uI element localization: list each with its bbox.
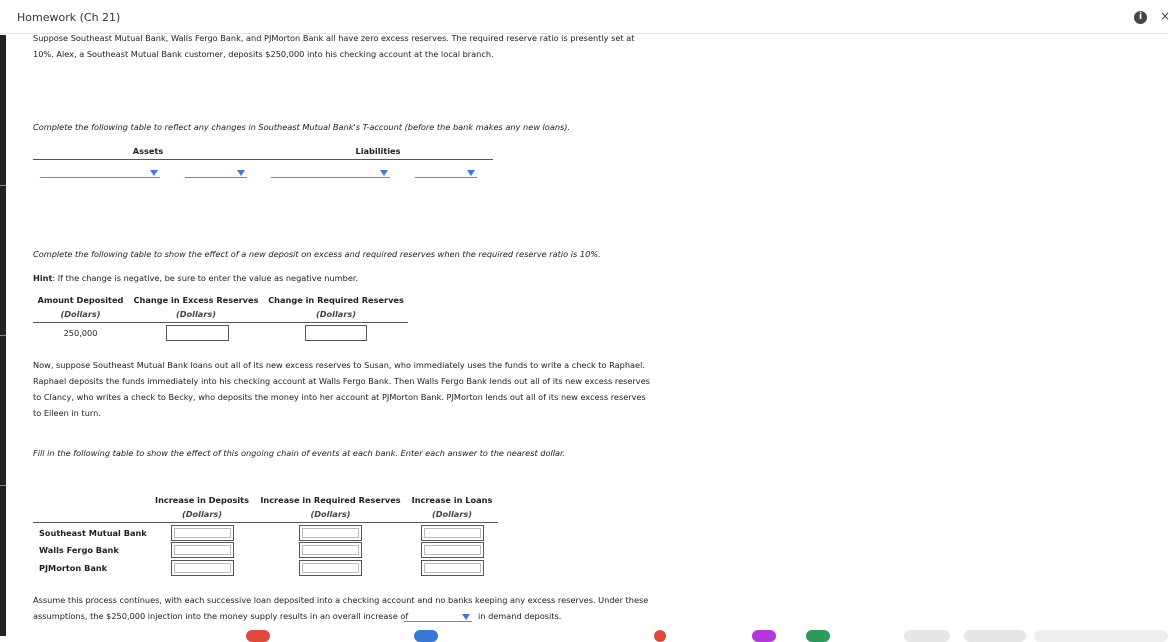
liabilities-amount-dropdown[interactable]: [415, 166, 477, 178]
increase-deposits-unit: (Dollars): [182, 509, 222, 519]
input-inner: [302, 563, 359, 573]
taccount-rule: [33, 159, 493, 160]
dropdown-caret-icon: [237, 170, 245, 176]
southeast-loans-input[interactable]: [421, 525, 484, 541]
hint-text: : If the change is negative, be sure to enter the value as negative number.: [52, 273, 359, 283]
close-icon[interactable]: ×: [1160, 9, 1170, 23]
bank-row-label-southeast: Southeast Mutual Bank: [39, 528, 147, 538]
southeast-deposits-input[interactable]: [171, 525, 234, 541]
amount-deposited-value: 250,000: [63, 328, 98, 338]
input-inner: [424, 563, 481, 573]
amount-deposited-unit: (Dollars): [60, 309, 101, 319]
taskbar-item[interactable]: [654, 630, 666, 642]
info-icon[interactable]: i: [1134, 11, 1147, 24]
wallsfergo-deposits-input[interactable]: [171, 542, 234, 558]
input-inner: [174, 528, 231, 538]
increase-deposits-header: Increase in Deposits: [155, 495, 249, 505]
taskbar-item[interactable]: [806, 630, 830, 642]
input-inner: [424, 545, 481, 555]
excess-reserves-input[interactable]: [166, 325, 229, 341]
edge-mark: [0, 485, 6, 486]
liabilities-header: Liabilities: [355, 146, 401, 156]
taskbar-item[interactable]: [752, 630, 776, 642]
conclusion-line-1: Assume this process continues, with each successive loan deposited into a checking account and no banks keeping any excess reserves. Under these: [33, 595, 649, 605]
pjmorton-loans-input[interactable]: [421, 560, 484, 576]
edge-mark: [0, 185, 6, 186]
wallsfergo-required-reserves-input[interactable]: [299, 542, 362, 558]
assets-header: Assets: [132, 146, 164, 156]
bank-row-label-wallsfergo: Walls Fergo Bank: [39, 545, 119, 555]
story-line-4: to Eileen in turn.: [33, 408, 101, 418]
hint: [33, 270, 358, 286]
amount-deposited-header: Amount Deposited: [37, 295, 124, 305]
increase-loans-header: Increase in Loans: [411, 495, 493, 505]
conclusion-line-2-after: in demand deposits.: [478, 611, 562, 621]
increase-loans-unit: (Dollars): [432, 509, 472, 519]
reserves-instruction: Complete the following table to show the effect of a new deposit on excess and required reserves when the required reserve ratio is 10%.: [33, 249, 601, 259]
bank-row-label-pjmorton: PJMorton Bank: [39, 563, 108, 573]
chain-rule: [33, 522, 498, 523]
change-excess-reserves-header: Change in Excess Reserves: [133, 295, 259, 305]
pjmorton-deposits-input[interactable]: [171, 560, 234, 576]
dropdown-caret-icon: [467, 170, 475, 176]
dropdown-caret-icon: [462, 614, 470, 620]
taskbar-item[interactable]: [1034, 630, 1168, 642]
increase-required-reserves-unit: (Dollars): [310, 509, 351, 519]
story-line-2: Raphael deposits the funds immediately into his checking account at Walls Fergo Bank. Then Walls Fergo Bank lends out all of its new excess reserves: [33, 376, 650, 386]
change-required-reserves-header: Change in Required Reserves: [268, 295, 404, 305]
dropdown-caret-icon: [150, 170, 158, 176]
taskbar-item[interactable]: [904, 630, 950, 642]
input-inner: [302, 528, 359, 538]
taccount-instruction: Complete the following table to reflect any changes in Southeast Mutual Bank's T-account (before the bank makes any new loans).: [33, 122, 571, 132]
taskbar-item[interactable]: [414, 630, 438, 642]
intro-line-2: 10%. Alex, a Southeast Mutual Bank customer, deposits $250,000 into his checking account at the local branch.: [33, 49, 494, 59]
assets-amount-dropdown[interactable]: [185, 166, 247, 178]
assets-account-dropdown[interactable]: [40, 166, 160, 178]
change-excess-reserves-unit: (Dollars): [176, 309, 216, 319]
overall-increase-dropdown[interactable]: [404, 610, 472, 622]
pjmorton-required-reserves-input[interactable]: [299, 560, 362, 576]
liabilities-account-dropdown[interactable]: [271, 166, 390, 178]
input-inner: [174, 563, 231, 573]
required-reserves-input[interactable]: [305, 325, 367, 341]
chain-instruction: Fill in the following table to show the effect of this ongoing chain of events at each bank. Enter each answer to the nearest dollar.: [33, 448, 566, 458]
change-required-reserves-unit: (Dollars): [316, 309, 356, 319]
intro-line-1: Suppose Southeast Mutual Bank, Walls Fergo Bank, and PJMorton Bank all have zero excess reserves. The required reserve ratio is presently set at: [33, 33, 635, 43]
input-inner: [174, 545, 231, 555]
edge-mark: [0, 335, 6, 336]
input-inner: [302, 545, 359, 555]
story-line-1: Now, suppose Southeast Mutual Bank loans out all of its new excess reserves to Susan, who immediately uses the funds to write a check to Raphael.: [33, 360, 645, 370]
taskbar-item[interactable]: [964, 630, 1026, 642]
hint-label: Hint: [33, 273, 53, 283]
increase-required-reserves-header: Increase in Required Reserves: [260, 495, 401, 505]
assignment-title: Homework (Ch 21): [17, 11, 121, 24]
dropdown-caret-icon: [380, 170, 388, 176]
taskbar-item[interactable]: [246, 630, 270, 642]
left-edge-panel: [0, 35, 6, 636]
reserves-rule: [33, 322, 408, 323]
assignment-header: [0, 0, 1168, 34]
conclusion-line-2-before: assumptions, the $250,000 injection into the money supply results in an overall increase of: [33, 611, 409, 621]
input-inner: [424, 528, 481, 538]
story-line-3: to Clancy, who writes a check to Becky, who deposits the money into her account at PJMorton Bank. PJMorton lends out all of its new excess reserves: [33, 392, 646, 402]
wallsfergo-loans-input[interactable]: [421, 542, 484, 558]
southeast-required-reserves-input[interactable]: [299, 525, 362, 541]
